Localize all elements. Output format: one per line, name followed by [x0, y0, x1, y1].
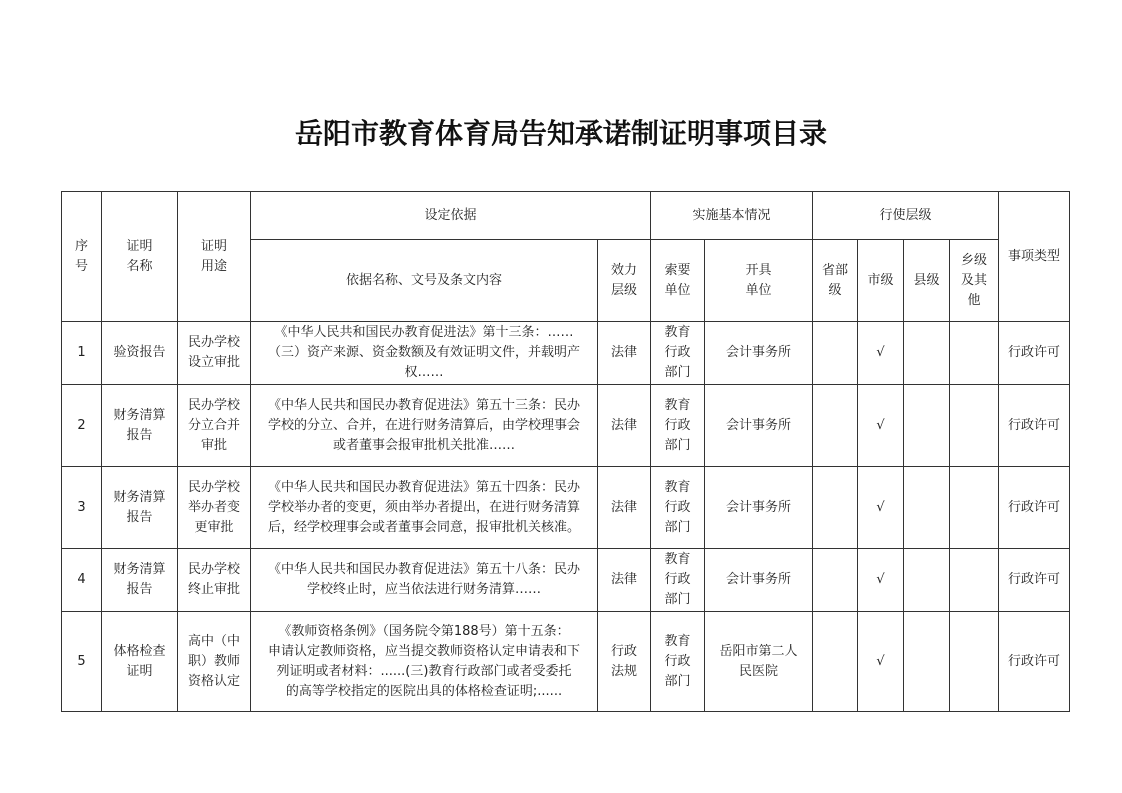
header-requesting-unit: 索要 单位: [651, 240, 705, 322]
cell-city-level: √: [858, 549, 904, 612]
header-county-level: 县级: [904, 240, 950, 322]
cell-effect-level: 法律: [598, 467, 651, 549]
cell-requesting-unit: 教育 行政 部门: [651, 385, 705, 467]
header-basis-content: 依据名称、文号及条文内容: [251, 240, 598, 322]
header-issuing-unit: 开具 单位: [705, 240, 813, 322]
cell-cert-use: 民办学校 举办者变 更审批: [178, 467, 251, 549]
table-row: [62, 467, 1070, 549]
cell-city-level: √: [858, 467, 904, 549]
table-row: [62, 385, 1070, 467]
cell-requesting-unit: 教育 行政 部门: [651, 322, 705, 385]
header-item-type: 事项类型: [999, 192, 1070, 322]
cell-item-type: 行政许可: [999, 467, 1070, 549]
header-basis-group: 设定依据: [251, 192, 651, 240]
cell-seq: 4: [62, 549, 102, 612]
cell-province-level: [813, 612, 858, 712]
cell-province-level: [813, 385, 858, 467]
cell-township-level: [950, 467, 999, 549]
cell-basis-content: 《中华人民共和国民办教育促进法》第五十四条：民办 学校举办者的变更，须由举办者提出，在进行财务清算 后，经学校理事会或者董事会同意，报审批机关核准。: [251, 467, 598, 549]
cell-seq: 5: [62, 612, 102, 712]
cell-city-level: √: [858, 322, 904, 385]
cell-county-level: [904, 322, 950, 385]
cell-issuing-unit: 会计事务所: [705, 467, 813, 549]
cell-province-level: [813, 549, 858, 612]
cell-basis-content: 《中华人民共和国民办教育促进法》第五十三条：民办 学校的分立、合并，在进行财务清算后，由学校理事会 或者董事会报审批机关批准……: [251, 385, 598, 467]
cell-city-level: √: [858, 612, 904, 712]
cell-basis-content: 《教师资格条例》（国务院令第188号）第十五条： 申请认定教师资格，应当提交教师资格认定申请表和下 列证明或者材料：......(三)教育行政部门或者受委托 的高等学校指定的医院出具的体格检查证明;......: [251, 612, 598, 712]
cell-township-level: [950, 549, 999, 612]
cell-issuing-unit: 会计事务所: [705, 322, 813, 385]
cell-requesting-unit: 教育 行政 部门: [651, 467, 705, 549]
cell-cert-use: 民办学校 设立审批: [178, 322, 251, 385]
cell-effect-level: 法律: [598, 385, 651, 467]
header-city-level: 市级: [858, 240, 904, 322]
header-cert-use: 证明 用途: [178, 192, 251, 322]
cell-item-type: 行政许可: [999, 322, 1070, 385]
header-township-level: 乡级 及其 他: [950, 240, 999, 322]
header-cert-name: 证明 名称: [102, 192, 178, 322]
cell-issuing-unit: 会计事务所: [705, 385, 813, 467]
cell-county-level: [904, 385, 950, 467]
cell-basis-content: 《中华人民共和国民办教育促进法》第五十八条：民办 学校终止时，应当依法进行财务清算……: [251, 549, 598, 612]
document-title: 岳阳市教育体育局告知承诺制证明事项目录: [294, 117, 827, 150]
cell-township-level: [950, 385, 999, 467]
cell-cert-use: 高中（中 职）教师 资格认定: [178, 612, 251, 712]
header-effect-level: 效力 层级: [598, 240, 651, 322]
cell-cert-name: 体格检查 证明: [102, 612, 178, 712]
cell-city-level: √: [858, 385, 904, 467]
cell-item-type: 行政许可: [999, 385, 1070, 467]
cell-requesting-unit: 教育 行政 部门: [651, 612, 705, 712]
cell-township-level: [950, 322, 999, 385]
cell-basis-content: 《中华人民共和国民办教育促进法》第十三条：…… （三）资产来源、资金数额及有效证明文件，并载明产 权……: [251, 322, 598, 385]
cell-county-level: [904, 612, 950, 712]
cell-effect-level: 法律: [598, 322, 651, 385]
cell-seq: 2: [62, 385, 102, 467]
cell-cert-name: 财务清算 报告: [102, 385, 178, 467]
cell-issuing-unit: 会计事务所: [705, 549, 813, 612]
header-row-1: [62, 192, 1070, 240]
cell-cert-use: 民办学校 终止审批: [178, 549, 251, 612]
cell-issuing-unit: 岳阳市第二人 民医院: [705, 612, 813, 712]
cell-cert-name: 财务清算 报告: [102, 467, 178, 549]
header-implementation-group: 实施基本情况: [651, 192, 813, 240]
certificate-catalog-table: [61, 191, 1070, 712]
table-row: [62, 549, 1070, 612]
cell-province-level: [813, 322, 858, 385]
cell-item-type: 行政许可: [999, 612, 1070, 712]
table-row: [62, 612, 1070, 712]
cell-effect-level: 法律: [598, 549, 651, 612]
cell-seq: 3: [62, 467, 102, 549]
cell-cert-name: 验资报告: [102, 322, 178, 385]
cell-seq: 1: [62, 322, 102, 385]
header-seq: 序 号: [62, 192, 102, 322]
header-province-level: 省部 级: [813, 240, 858, 322]
cell-township-level: [950, 612, 999, 712]
cell-requesting-unit: 教育 行政 部门: [651, 549, 705, 612]
table-body: [62, 322, 1070, 712]
table-row: [62, 322, 1070, 385]
cell-cert-name: 财务清算 报告: [102, 549, 178, 612]
cell-county-level: [904, 549, 950, 612]
cell-item-type: 行政许可: [999, 549, 1070, 612]
cell-effect-level: 行政 法规: [598, 612, 651, 712]
cell-province-level: [813, 467, 858, 549]
cell-cert-use: 民办学校 分立合并 审批: [178, 385, 251, 467]
header-level-group: 行使层级: [813, 192, 999, 240]
cell-county-level: [904, 467, 950, 549]
